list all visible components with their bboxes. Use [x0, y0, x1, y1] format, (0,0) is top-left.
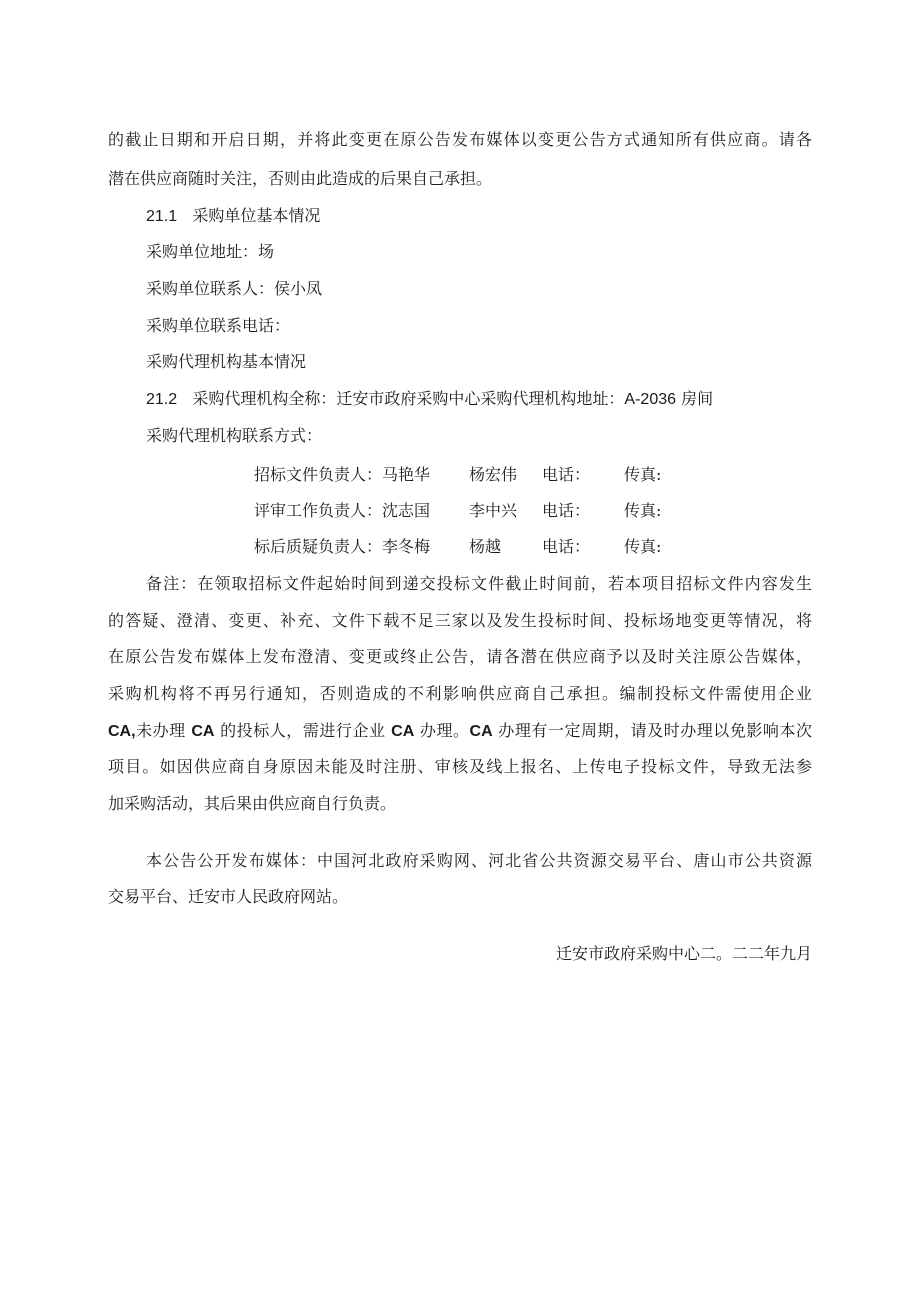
contact-fax: 传真: — [624, 501, 662, 520]
remark-line-4: 采购机构将不再另行通知，否则造成的不利影响供应商自己承担。编制投标文件需使用企业 — [108, 684, 812, 703]
remark-fragment: 未办理 — [135, 721, 186, 740]
remark-line-2: 的答疑、澄清、变更、补充、文件下载不足三家以及发生投标时间、投标场地变更等情况，将 — [108, 611, 812, 630]
section-21-2-line — [146, 389, 713, 410]
remark-line-3: 在原公告发布媒体上发布澄清、变更或终止公告，请各潜在供应商予以及时关注原公告媒体， — [108, 647, 812, 666]
contact-fax: 传真: — [624, 537, 662, 556]
contact-phone: 电话： — [542, 501, 591, 520]
room-suffix: 房间 — [681, 389, 714, 408]
signature: 迁安市政府采购中心二。二二年九月 — [555, 944, 812, 963]
agency-heading: 采购代理机构基本情况 — [146, 352, 307, 371]
contact-other: 杨宏伟 — [469, 465, 518, 484]
ca-term: CA — [391, 723, 415, 740]
contact-phone: 电话： — [542, 465, 591, 484]
contact-other: 李中兴 — [469, 501, 518, 520]
ca-term: CA — [469, 723, 493, 740]
purchaser-contact: 采购单位联系人：侯小凤 — [146, 279, 323, 298]
intro-line-2: 潜在供应商随时关注，否则由此造成的后果自己承担。 — [108, 169, 493, 188]
purchaser-phone: 采购单位联系电话： — [146, 316, 291, 335]
purchaser-address: 采购单位地址：场 — [146, 242, 275, 261]
section-21-1-number: 21.1 — [146, 208, 178, 225]
remark-line-6: 项目。如因供应商自身原因未能及时注册、审核及线上报名、上传电子投标文件，导致无法参 — [108, 757, 812, 776]
contact-role: 评审工作负责人：沈志国 — [254, 501, 431, 520]
section-21-2-number: 21.2 — [146, 391, 178, 408]
media-line-2: 交易平台、迁安市人民政府网站。 — [108, 887, 349, 906]
remark-line-5 — [108, 721, 812, 742]
remark-fragment: 的投标人，需进行企业 — [220, 721, 386, 740]
contact-fax: 传真: — [624, 465, 662, 484]
agency-name-address: 采购代理机构全称：迁安市政府采购中心采购代理机构地址： — [192, 389, 625, 408]
section-21-1-title: 采购单位基本情况 — [192, 206, 321, 225]
section-21-1-heading — [146, 206, 320, 227]
room-code: A-2036 — [624, 391, 677, 408]
remark-fragment: 办理有一定周期，请及时办理以免影响本次 — [498, 721, 813, 740]
intro-line-1: 的截止日期和开启日期，并将此变更在原公告发布媒体以变更公告方式通知所有供应商。请各 — [108, 130, 812, 149]
remark-line-7: 加采购活动，其后果由供应商自行负责。 — [108, 794, 397, 813]
contact-phone: 电话： — [542, 537, 591, 556]
ca-term: CA, — [108, 723, 136, 740]
contact-role: 招标文件负责人：马艳华 — [254, 465, 431, 484]
remark-line-1: 备注：在领取招标文件起始时间到递交投标文件截止时间前，若本项目招标文件内容发生 — [146, 574, 812, 593]
remark-fragment: 办理。 — [419, 721, 470, 740]
contact-role: 标后质疑负责人：李冬梅 — [254, 537, 431, 556]
ca-term: CA — [191, 723, 215, 740]
media-line-1: 本公告公开发布媒体：中国河北政府采购网、河北省公共资源交易平台、唐山市公共资源 — [146, 851, 812, 870]
contact-other: 杨越 — [469, 537, 502, 556]
agency-contact-label: 采购代理机构联系方式： — [146, 426, 323, 445]
